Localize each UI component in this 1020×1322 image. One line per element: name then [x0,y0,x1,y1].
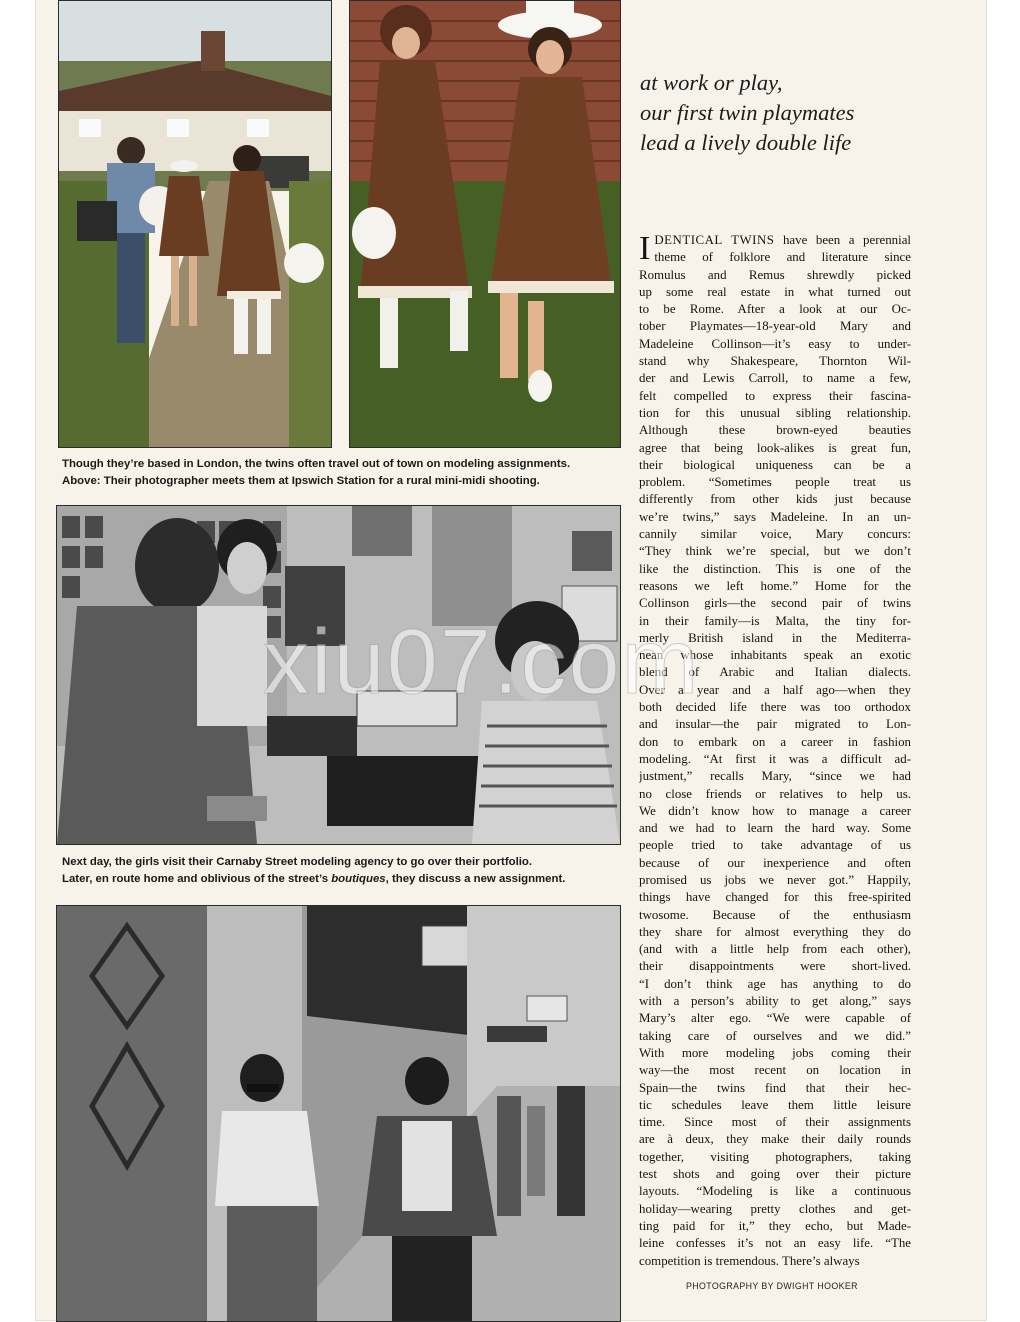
article-line-0-text: have been a perennial [774,233,911,247]
article-line: “They think we’re special, but we don’t [639,544,911,559]
caption-top-photos [62,456,622,490]
article-line: we’re twins,” says Madeleine. In an un- [639,509,911,524]
article-line: With more modeling jobs coming their [639,1045,911,1060]
article-line: their biological uniqueness can be a [639,457,911,472]
article-line: stand why Shakespeare, Thornton Wil- [639,354,911,369]
article-line: Mary’s alter ego. “We were capable of [639,1011,911,1026]
article-line: Spain—the twins find that their hec- [639,1080,911,1095]
caption-middle-line-2 [62,871,622,888]
article-line: twosome. Because of the enthusiasm [639,907,911,922]
article-line: Although these brown-eyed beauties [639,423,911,438]
article-line: are à deux, they make their daily rounds [639,1132,911,1147]
article-line: Romulus and Remus shrewdly picked [639,267,911,282]
article-line: test shots and going over their picture [639,1167,911,1182]
article-line: der and Lewis Carroll, to name a few, [639,371,911,386]
article-line: together, visiting photographers, taking [639,1149,911,1164]
article-line-final: competition is tremendous. There’s always [639,1253,860,1268]
article-line: modeling. “At first it was a difficult ad- [639,751,911,766]
article-line: no close friends or relatives to help us. [639,786,911,801]
article-line: problem. “Sometimes people treat us [639,475,911,490]
article-line: in their family—is Malta, the tiny for- [639,613,911,628]
article-lead-smallcaps: DENTICAL TWINS [654,233,775,247]
article-line: (and with a little help from each other), [639,942,911,957]
article-line: people tried to take advantage of us [639,838,911,853]
headline-line-3: lead a lively double life [640,130,852,155]
article-dropcap: I [639,230,651,267]
caption-top-line-2: Above: Their photographer meets them at Ipswich Station for a rural mini-midi shooting. [62,475,540,487]
article-headline [640,68,940,158]
caption-boutiques-emphasis: boutiques [331,873,386,885]
article-line: blend of Arabic and Italian dialects. [639,665,911,680]
article-line: cannily similar voice, Mary concurs: [639,527,911,542]
article-line: holiday—wearing pretty clothes and get- [639,1201,911,1216]
article-line: felt compelled to express their fascina- [639,388,911,403]
article-line: like the distinction. This is one of the [639,561,911,576]
article-line: tober Playmates—18-year-old Mary and [639,319,911,334]
article-line: reasons we left home.” Home for the [639,578,911,593]
article-line: ting paid for it,” they echo, but Made- [639,1218,911,1233]
article-line: and we had to learn the hard way. Some [639,821,911,836]
article-line: both decided life there was too orthodox [639,700,911,715]
article-line: their disappointments were short-lived. [639,959,911,974]
article-line: “I don’t think age has anything to do [639,976,911,991]
photo-modeling-agency [56,505,621,845]
photo-ipswich-station-road [58,0,332,448]
article-line: We didn’t know how to manage a career [639,803,911,818]
caption-middle-line-2-a: Later, en route home and oblivious of the street’s [62,873,332,885]
article-line: to be Rome. After a look at our Oc- [639,302,911,317]
article-line: layouts. “Modeling is like a continuous [639,1184,911,1199]
article-line: justment,” recalls Mary, “since we had [639,769,911,784]
article-line: promised us jobs we never got.” Happily, [639,872,911,887]
photo-twins-garden [349,0,621,448]
magazine-page [36,0,986,1320]
article-line: nean whose inhabitants speak an exotic [639,648,911,663]
article-line: tic schedules leave them little leisure [639,1097,911,1112]
caption-agency-street [62,854,622,888]
article-line: because of our inexperience and often [639,855,911,870]
headline-line-1: at work or play, [640,70,783,95]
article-line-0 [654,232,911,249]
photo-credit: PHOTOGRAPHY BY DWIGHT HOOKER [686,1281,858,1291]
article-line: leine confesses it’s not an easy life. “The [639,1236,911,1251]
article-line: Collinson girls—the second pair of twins [639,596,911,611]
article-line: time. Since most of their assignments [639,1115,911,1130]
article-line: agree that being look-alikes is great fun, [639,440,911,455]
article-line: with a person’s ability to get along,” says [639,994,911,1009]
article-line: taking care of ourselves and we did.” [639,1028,911,1043]
article-line: up some real estate in what turned out [639,284,911,299]
watermark-logo: xiu07.com [263,611,701,713]
article-line: Over a year and a half ago—when they [639,682,911,697]
headline-line-2: our first twin playmates [640,100,855,125]
article-line: theme of folklore and literature since [654,250,911,265]
article-line: tion for this unusual sibling relationship. [639,405,911,420]
article-line: differently from other kids just because [639,492,911,507]
article-line: things have changed for this free-spirited [639,890,911,905]
article-line: Madeleine Collinson—it’s easy to under- [639,336,911,351]
photo-carnaby-street [56,905,621,1322]
caption-top-line-1: Though they’re based in London, the twins often travel out of town on modeling assignments. [62,458,571,470]
article-line: they share for almost everything they do [639,924,911,939]
article-body [639,232,911,1270]
article-line: and insular—the pair migrated to Lon- [639,717,911,732]
article-line: don to embark on a career in fashion [639,734,911,749]
caption-middle-line-2-b: , they discuss a new assignment. [385,873,566,885]
article-line: way—the most recent on location in [639,1063,911,1078]
article-line: merly British island in the Mediterra- [639,630,911,645]
caption-middle-line-1: Next day, the girls visit their Carnaby Street modeling agency to go over their portfolio. [62,856,533,868]
